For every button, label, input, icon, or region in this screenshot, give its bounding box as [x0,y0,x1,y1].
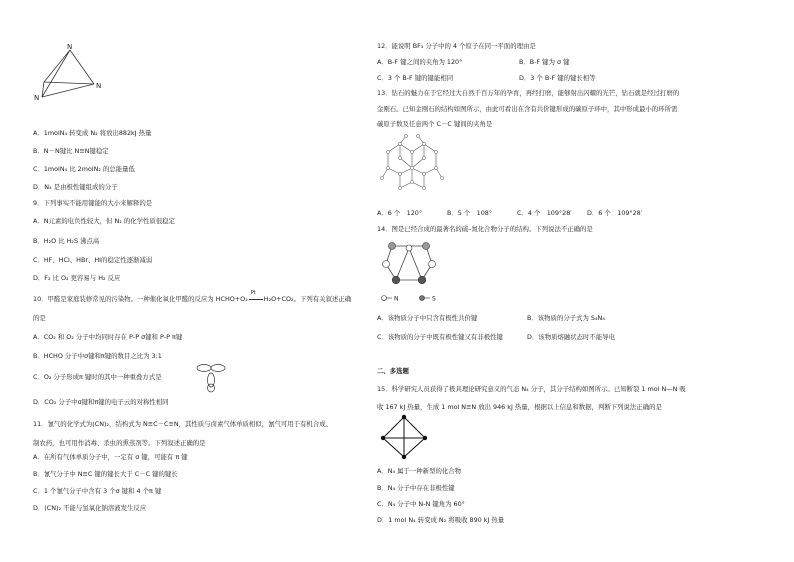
q10-stem-continued: 的是 [33,314,46,322]
q9-option-d: D．F₂ 比 O₂ 更容易与 H₂ 反应 [33,274,121,282]
orbital-overlap-figure [196,358,226,392]
q9-stem: 9．下列事实不能用键能的大小来解释的是 [33,199,153,207]
q14-option-a: A．该物质分子中只含有极性共价键 [377,314,478,322]
s4n4-structure-figure [380,234,448,306]
q10-stem-part: H₂O+CO₂。下列有关叙述正确 [263,295,352,303]
q13-option-d: D．6 个 109°28′ [587,209,643,217]
q9-option-a: A．N元素的电负性较大，但 N₂ 的化学性质很稳定 [33,217,175,225]
q8-option-a: A．1molN₄ 转变成 N₂ 将放出882kJ 热量 [33,129,152,137]
q11-option-a: A．在所有气体单质分子中，一定有 σ 键，可能有 π 键 [33,453,188,461]
diamond-structure-figure [378,132,448,198]
q10-option-b: B．HCHO 分子中σ键和π键的数目之比为 3:1 [33,352,162,360]
q15-option-d: D．1 mol N₄ 转变成 N₂ 将吸收 890 kJ 热量 [377,516,505,524]
q9-option-b: B．H₂O 比 H₂S 沸点高 [33,237,100,245]
section-heading: 二、多选题 [377,367,409,375]
q12-option-b: B．B-F 键为 σ 键 [519,58,570,66]
q10-catalyst-label: Pt [250,290,256,296]
q15-option-c: C．N₄ 分子中 N-N 键角为 60° [377,500,465,508]
q8-option-c: C．1molN₄ 比 2molN₂ 的总能量低 [33,165,135,173]
q10-option-d: D．CO₂ 分子中σ键和π键的电子云的对称性相同 [33,398,169,406]
legend-s-label: S [432,295,436,303]
q11-option-b: B．氰气分子中 N≡C 键的键长大于 C－C 键的键长 [33,470,178,478]
q13-option-b: B．5 个 108° [447,209,493,217]
q10-option-c: C．O₂ 分子形成π 键时的其中一种重叠方式是 [33,373,162,381]
n4-tetrahedron-figure [380,414,428,460]
q13-stem: 13．钻石的魅力在于它经过大自然千百万年的孕育，再经打磨，能够射出闪耀的光芒，钻石就是经过打磨的 [377,89,680,97]
q13-stem-continued: 金刚石。已知金刚石的结构如图所示，由此可看出在含有共价键形成的碳原子环中，其中形成最小的环所需 [377,105,678,113]
legend-n-label: N [394,295,399,303]
q11-option-c: C．1 个氰气分子中含有 3 个σ 键和 4 个π 键 [33,487,162,495]
n-atom-label: N [67,43,73,51]
q8-option-d: D．N₄ 是由极性键组成的分子 [33,183,118,191]
n-atom-label: N [34,94,40,102]
q10-stem [33,290,352,303]
q15-stem: 15．科学研究人员获得了极具理论研究意义的气态 N₄ 分子，其分子结构如图所示。已知断裂 1 mol N—N 吸 [377,385,686,393]
n-atom-label: N [96,82,102,90]
q12-option-d: D．3 个 B-F 键的键长相等 [519,74,596,82]
q11-stem-continued: 制农药，也可用作消毒、杀虫的熏蒸剂等。下列叙述正确的是 [33,439,206,447]
q15-stem-continued: 收 167 kJ 热量，生成 1 mol N≡N 放出 946 kJ 热量，根据以上信息和数据，判断下列说法正确的是 [377,403,662,411]
q14-stem: 14．图是已经合成的最著名的硫–氮化合物分子的结构。下列说法不正确的是 [377,225,593,233]
q10-catalyst-arrow [248,290,264,303]
q11-option-d: D．(CN)₂ 不能与氢氧化钠溶液发生反应 [33,504,147,512]
q13-option-c: C．4 个 109°28′ [517,209,572,217]
q14-option-b: B．该物质的分子式为 S₄N₄ [527,314,605,322]
q14-option-c: C．该物质的分子中既有极性键又有非极性键 [377,333,503,341]
q11-stem: 11．氰气的化学式为(CN)₂，结构式为 N≡C－C≡N，其性质与卤素气体单质相似，氰气可用于有机合成、 [33,420,332,428]
n4-structure-figure [30,42,120,112]
q13-stem-continued: 碳原子数及任意两个 C－C 键间的夹角是 [377,120,493,128]
q12-option-c: C．3 个 B-F 键的键能相同 [377,74,454,82]
q14-option-d: D．该物质熔融状态时不能导电 [527,333,615,341]
q15-option-b: B．N₄ 分子中存在非极性键 [377,484,455,492]
q15-option-a: A．N₄ 属于一种新型的化合物 [377,467,462,475]
q8-option-b: B．N－N键比 N≡N键稳定 [33,147,109,155]
q13-option-a: A．6 个 120° [377,209,423,217]
q12-stem: 12．能说明 BF₃ 分子中的 4 个原子在同一平面的理由是 [377,42,536,50]
q10-option-a: A．CO₂ 和 O₂ 分子中均同时存在 P‑P σ键和 P‑P π键 [33,333,183,341]
arrow-icon [249,299,263,300]
q9-option-c: C．HF、HCl、HBr、HI的稳定性逐渐减弱 [33,256,153,264]
q10-stem-part: 10．甲醛是家庭装修常见的污染物。一种催化氧化甲醛的反应为 HCHO+O₂ [33,295,248,303]
q12-option-a: A．B-F 键之间的夹角为 120° [377,58,463,66]
